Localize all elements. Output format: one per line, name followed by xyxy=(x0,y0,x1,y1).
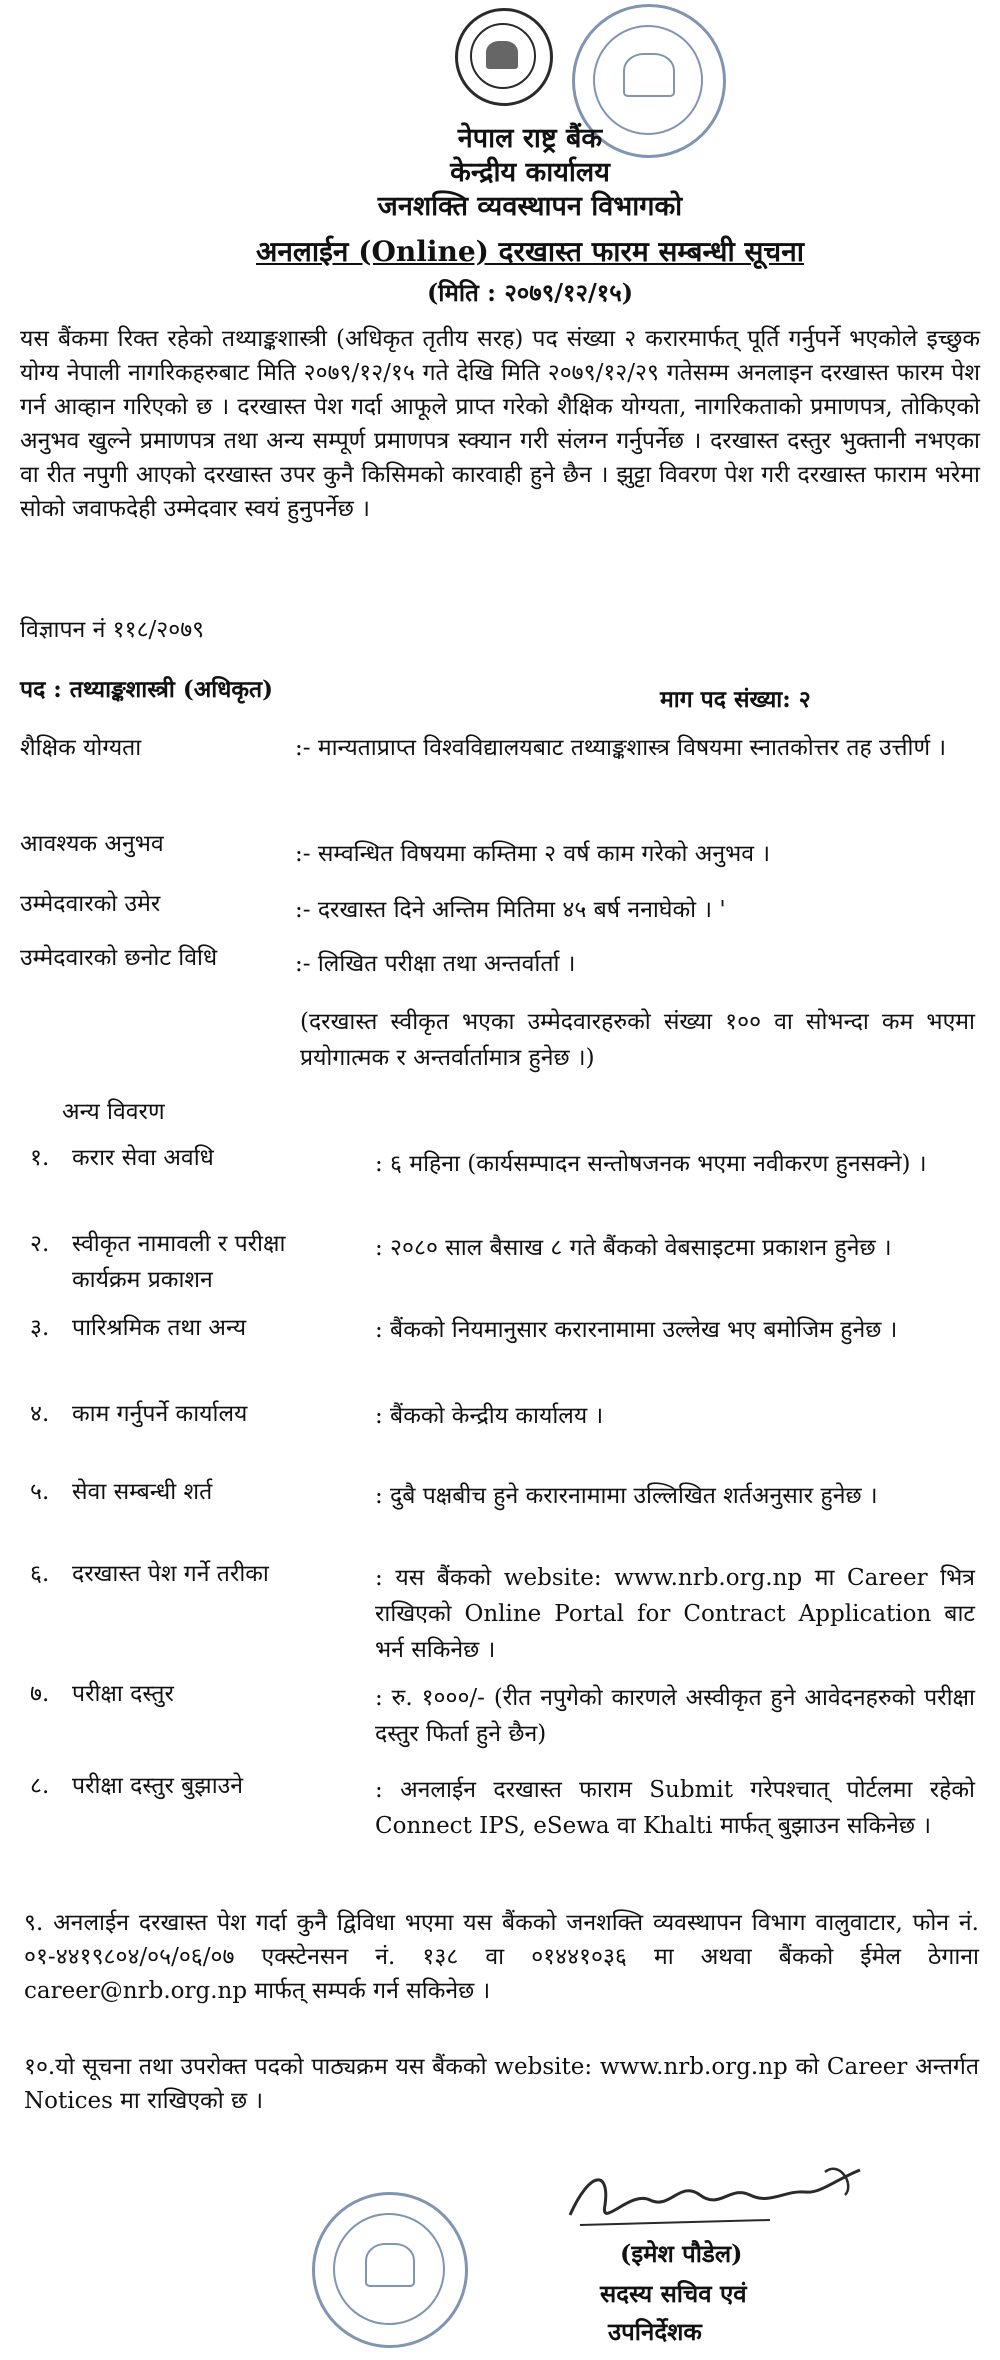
signatory-title-1: सदस्य सचिव एवं xyxy=(600,2279,747,2308)
item-4-value: : बैंकको केन्द्रीय कार्यालय । xyxy=(375,1403,604,1429)
org-name: नेपाल राष्ट्र बैंक xyxy=(457,123,603,154)
selection-method-value: :- लिखित परीक्षा तथा अन्तर्वार्ता । xyxy=(295,951,576,977)
item-4-label: काम गर्नुपर्ने कार्यालय xyxy=(72,1401,248,1427)
department-name: जनशक्ति व्यवस्थापन विभागको xyxy=(377,191,683,222)
item-7-label: परीक्षा दस्तुर xyxy=(72,1681,174,1707)
qualification-label: शैक्षिक योग्यता xyxy=(20,735,142,761)
item-8-value: : अनलाईन दरखास्त फाराम Submit गरेपश्चात् पोर्टलमा रहेको Connect IPS, eSewa वा Khalti मार्फत् बुझाउन सकिनेछ । xyxy=(375,1777,975,1839)
item-1-value: : ६ महिना (कार्यसम्पादन सन्तोषजनक भएमा नवीकरण हुनसक्ने) । xyxy=(375,1151,927,1177)
age-value: :- दरखास्त दिने अन्तिम मितिमा ४५ बर्ष ननाघेको । ' xyxy=(295,897,726,923)
post-name: पद : तथ्याङ्कशास्त्री (अधिकृत) xyxy=(20,676,274,703)
item-3-number: ३. xyxy=(30,1315,50,1341)
item-8-label: परीक्षा दस्तुर बुझाउने xyxy=(72,1773,244,1799)
item-3-label: पारिश्रमिक तथा अन्य xyxy=(72,1315,247,1341)
notice-title: अनलाईन (Online) दरखास्त फारम सम्बन्धी सूचना xyxy=(256,235,804,268)
signatory-title-2: उपनिर्देशक xyxy=(608,2317,702,2346)
item-6-label: दरखास्त पेश गर्ने तरीका xyxy=(72,1561,269,1587)
item-5-label: सेवा सम्बन्धी शर्त xyxy=(72,1479,213,1505)
item-1-number: १. xyxy=(30,1145,50,1171)
website-note: १०.यो सूचना तथा उपरोक्त पदको पाठ्यक्रम यस बैंकको website: www.nrb.org.np को Career अन्तर्गत Notices मा राखिएको छ । xyxy=(24,2054,979,2114)
notice-date: (मिति : २०७९/१२/१५) xyxy=(426,278,634,307)
item-2-label: स्वीकृत नामावली र परीक्षा कार्यक्रम प्रकाशन xyxy=(72,1231,286,1293)
selection-method-label: उम्मेदवारको छनोट विधि xyxy=(20,945,218,971)
item-6-number: ६. xyxy=(30,1561,50,1587)
item-6-value: : यस बैंकको website: www.nrb.org.np मा Career भित्र राखिएको Online Portal for Contract Application बाट भर्न सकिनेछ । xyxy=(375,1565,975,1663)
item-1-label: करार सेवा अवधि xyxy=(72,1145,214,1171)
item-7-value: : रु. १०००/- (रीत नपुगेको कारणले अस्वीकृत हुने आवेदनहरुको परीक्षा दस्तुर फिर्ता हुने छैन) xyxy=(375,1685,975,1747)
nrb-logo xyxy=(455,8,553,106)
ad-number: विज्ञापन नं ११८/२०७९ xyxy=(20,617,205,643)
item-8-number: ८. xyxy=(30,1773,50,1799)
signature-scribble xyxy=(560,2150,880,2240)
intro-paragraph: यस बैंकमा रिक्त रहेको तथ्याङ्कशास्त्री (अधिकृत तृतीय सरह) पद संख्या २ करारमार्फत् पूर्ति गर्नुपर्ने भएकोले इच्छुक योग्य नेपाली नागरिकहरुबाट मिति २०७९/१२/१५ गते देखि मिति २०७९/१२/२९ गतेसम्म अनलाइन दरखास्त फारम पेश गर्न आव्हान गरिएको छ । दरखास्त पेश गर्दा आफूले प्राप्त गरेको शैक्षिक योग्यता, नागरिकताको प्रमाणपत्र, तोकिएको अनुभव खुल्ने प्रमाणपत्र तथा अन्य सम्पूर्ण प्रमाणपत्र स्क्यान गरी संलग्न गर्नुपर्नेछ । दरखास्त दस्तुर भुक्तानी नभएका वा रीत नपुगी आएको दरखास्त उपर कुनै किसिमको कारवाही हुने छैन । झुट्टा विवरण पेश गरी दरखास्त फाराम भरेमा सोको जवाफदेही उम्मेदवार स्वयं हुनुपर्नेछ । xyxy=(20,326,980,522)
item-2-value: : २०८० साल बैसाख ८ गते बैंकको वेबसाइटमा प्रकाशन हुनेछ । xyxy=(375,1235,892,1261)
post-demand-count: माग पद संख्या: २ xyxy=(660,686,811,713)
bottom-stamp xyxy=(312,2192,468,2348)
contact-note: ९. अनलाईन दरखास्त पेश गर्दा कुनै द्विविधा भएमा यस बैंकको जनशक्ति व्यवस्थापन विभाग वालुवाटार, फोन नं. ०१-४४१९८०४/०५/०६/०७ एक्स्टेनसन नं. १३८ वा ०१४४१०३६ मा अथवा बैंकको ईमेल ठेगाना career@nrb.org.np मार्फत् सम्पर्क गर्न सकिनेछ । xyxy=(24,1910,979,2004)
experience-label: आवश्यक अनुभव xyxy=(20,831,164,857)
item-5-value: : दुबै पक्षबीच हुने करारनामामा उल्लिखित शर्तअनुसार हुनेछ । xyxy=(375,1483,878,1509)
age-label: उम्मेदवारको उमेर xyxy=(20,891,161,917)
item-7-number: ७. xyxy=(30,1681,50,1707)
item-4-number: ४. xyxy=(30,1401,50,1427)
item-5-number: ५. xyxy=(30,1479,50,1505)
item-2-number: २. xyxy=(30,1231,50,1257)
signatory-name: (इमेश पौडेल) xyxy=(620,2239,743,2268)
experience-value: :- सम्वन्धित विषयमा कम्तिमा २ वर्ष काम गरेको अनुभव । xyxy=(295,841,771,867)
other-details-heading: अन्य विवरण xyxy=(62,1099,165,1125)
office-name: केन्द्रीय कार्यालय xyxy=(450,157,610,188)
item-3-value: : बैंकको नियमानुसार करारनामामा उल्लेख भए बमोजिम हुनेछ । xyxy=(375,1317,898,1343)
selection-note: (दरखास्त स्वीकृत भएका उम्मेदवारहरुको संख्या १०० वा सोभन्दा कम भएमा प्रयोगात्मक र अन्तर्वार्तामात्र हुनेछ ।) xyxy=(300,1009,975,1071)
qualification-value: :- मान्यताप्राप्त विश्वविद्यालयबाट तथ्याङ्कशास्त्र विषयमा स्नातकोत्तर तह उत्तीर्ण । xyxy=(295,735,947,761)
